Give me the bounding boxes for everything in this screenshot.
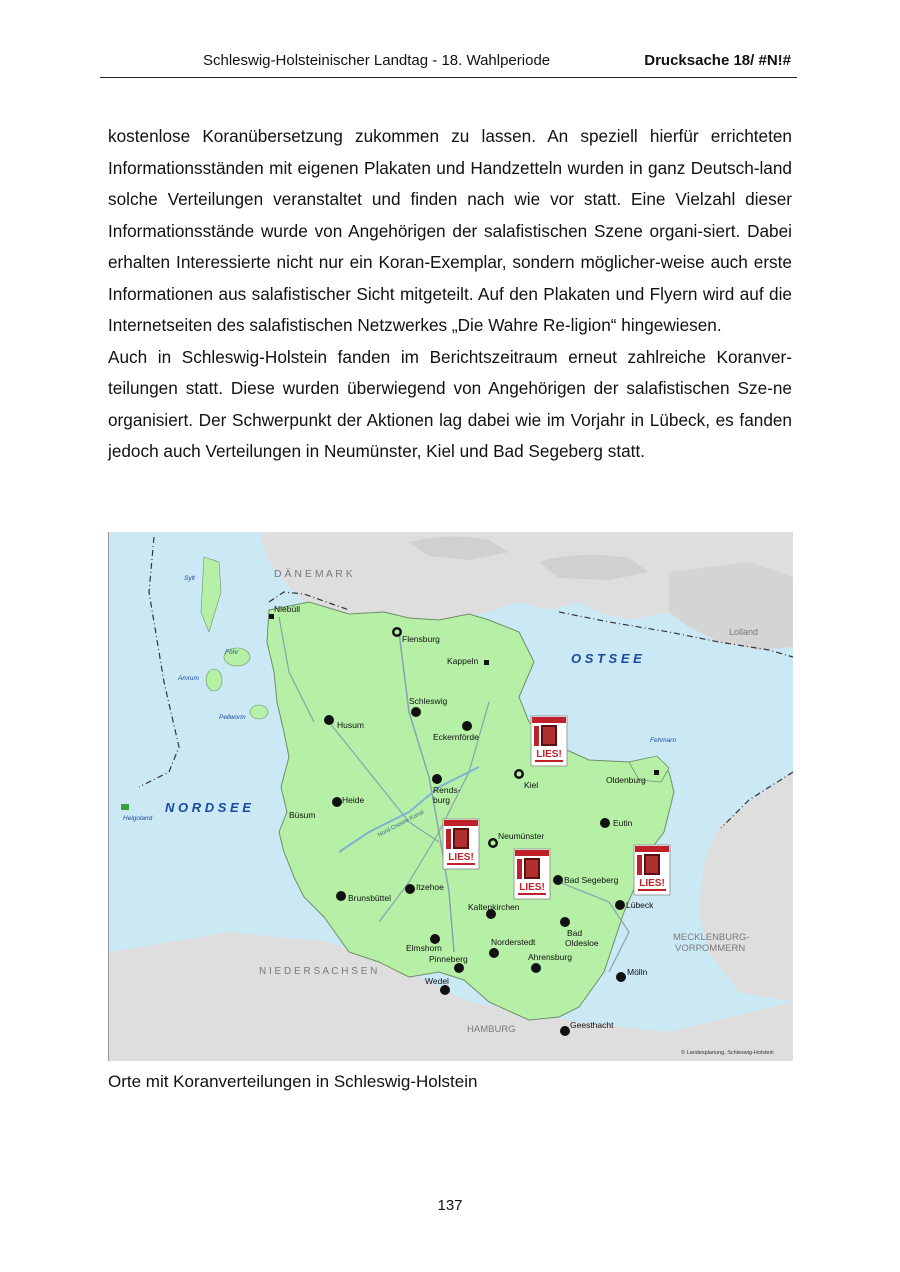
label-itzehoe: Itzehoe: [416, 882, 444, 892]
label-niebuell: Niebüll: [274, 604, 300, 614]
marker-moelln: [616, 972, 626, 982]
figure-caption: Orte mit Koranverteilungen in Schleswig-Holstein: [108, 1072, 478, 1091]
marker-brunsbuettel: [336, 891, 346, 901]
label-neumuenster: Neumünster: [498, 831, 545, 841]
label-bad-segeberg: Bad Segeberg: [564, 875, 619, 885]
marker-norderstedt: [489, 948, 499, 958]
label-ostsee: O S T S E E: [571, 651, 642, 666]
marker-schleswig: [411, 707, 421, 717]
marker-itzehoe: [405, 884, 415, 894]
label-rendsburg-1: Rends-: [433, 785, 461, 795]
marker-oldenburg: [654, 770, 659, 775]
label-moelln: Mölln: [627, 967, 648, 977]
map-svg: [109, 532, 793, 1061]
label-heide: Heide: [342, 795, 365, 805]
paragraph-1: kostenlose Koranübersetzung zukommen zu lassen. An speziell hierfür errichteten Informationsständen mit eigenen Plakaten und Handzetteln wurden in ganz Deutsch-land solche Verteilungen veranstaltet und finden nach wie vor statt. Eine Vielzahl dieser Informationsstände wurde von Angehörigen der salafistischen Szene organi-siert. Dabei erhalten Interessierte nicht nur ein Koran-Exemplar, sondern möglicher-weise auch erste Informationen aus salafistischer Sicht mitgeteilt. Auf den Plakaten und Flyern wird auf die Internetseiten des salafistischen Netzwerkes „Die Wahre Re-ligion“ hingewiesen.: [108, 126, 792, 335]
label-kiel: Kiel: [524, 780, 539, 790]
label-mecklenburg-2: VORPOMMERN: [675, 943, 746, 954]
marker-bad-segeberg: [553, 875, 563, 885]
label-sylt: Sylt: [184, 575, 195, 582]
paragraph-2: Auch in Schleswig-Holstein fanden im Berichtszeitraum erneut zahlreiche Koranver-teilungen statt. Diese wurden überwiegend von Angehörigen der salafistischen Sze-ne organisiert. Der Schwerpunkt der Aktionen lag dabei wie im Vorjahr in Lübeck, es fanden jedoch auch Verteilungen in Neumünster, Kiel und Bad Segeberg statt.: [108, 346, 792, 461]
label-helgoland: Helgoland: [123, 815, 153, 822]
marker-niebuell: [269, 614, 274, 619]
marker-kappeln: [484, 660, 489, 665]
label-niedersachsen: N I E D E R S A C H S E N: [259, 966, 378, 977]
label-pinneberg: Pinneberg: [429, 954, 468, 964]
label-elmshorn: Elmshorn: [406, 943, 442, 953]
poster-kiel: [531, 716, 567, 766]
label-eutin: Eutin: [613, 818, 633, 828]
amrum-island: [206, 669, 222, 691]
label-husum: Husum: [337, 720, 364, 730]
poster-neumuenster: [443, 819, 479, 869]
marker-luebeck: [615, 900, 625, 910]
label-buesum: Büsum: [289, 810, 316, 820]
label-bad-oldesloe-1: Bad: [567, 928, 583, 938]
label-fehmarn: Fehmarn: [650, 737, 677, 744]
label-eckernfoerde: Eckernförde: [433, 732, 479, 742]
marker-ahrensburg: [531, 963, 541, 973]
body-text: [108, 121, 792, 468]
poster-luebeck: [634, 845, 670, 895]
poster-bad-segeberg: [514, 849, 550, 899]
label-ahrensburg: Ahrensburg: [528, 952, 572, 962]
map-copyright: © Landesplanung, Schleswig-Holstein: [681, 1050, 774, 1056]
marker-rendsburg: [432, 774, 442, 784]
marker-wedel: [440, 985, 450, 995]
marker-pinneberg: [454, 963, 464, 973]
label-nordsee: N O R D S E E: [165, 800, 251, 815]
header-document-number: Drucksache 18/ #N!#: [644, 52, 791, 69]
label-norderstedt: Norderstedt: [491, 937, 536, 947]
canal-label: Nord-Ostsee-Kanal: [377, 809, 426, 839]
label-wedel: Wedel: [425, 976, 449, 986]
label-pellworm: Pellworm: [219, 714, 246, 721]
label-kappeln: Kappeln: [447, 656, 479, 666]
label-kaltenkirchen: Kaltenkirchen: [468, 902, 520, 912]
label-foehr: Föhr: [225, 649, 239, 656]
label-schleswig: Schleswig: [409, 696, 448, 706]
label-rendsburg-2: burg: [433, 795, 451, 805]
marker-neumuenster-inner: [491, 841, 496, 846]
header-title: Schleswig-Holsteinischer Landtag - 18. Wahlperiode: [203, 52, 551, 69]
marker-eutin: [600, 818, 610, 828]
marker-bad-oldesloe: [560, 917, 570, 927]
label-luebeck: Lübeck: [626, 900, 654, 910]
label-lolland: Lolland: [729, 627, 759, 637]
marker-geesthacht: [560, 1026, 570, 1036]
label-mecklenburg-1: MECKLENBURG-: [673, 932, 750, 943]
page-header: [100, 50, 797, 78]
label-hamburg: HAMBURG: [467, 1024, 516, 1035]
label-brunsbuettel: Brunsbüttel: [348, 893, 391, 903]
label-daenemark: D Ä N E M A R K: [274, 568, 353, 580]
label-oldenburg: Oldenburg: [606, 775, 646, 785]
label-flensburg: Flensburg: [402, 634, 440, 644]
page-number: 137: [437, 1197, 463, 1214]
marker-heide: [332, 797, 342, 807]
helgoland-island: [121, 804, 129, 810]
label-bad-oldesloe-2: Oldesloe: [565, 938, 599, 948]
marker-eckernfoerde: [462, 721, 472, 731]
label-amrum: Amrum: [178, 675, 199, 682]
marker-kiel-inner: [517, 772, 522, 777]
pellworm-island: [250, 705, 268, 719]
label-geesthacht: Geesthacht: [570, 1020, 614, 1030]
marker-husum: [324, 715, 334, 725]
marker-flensburg-inner: [395, 630, 400, 635]
map-figure: [108, 532, 793, 1061]
